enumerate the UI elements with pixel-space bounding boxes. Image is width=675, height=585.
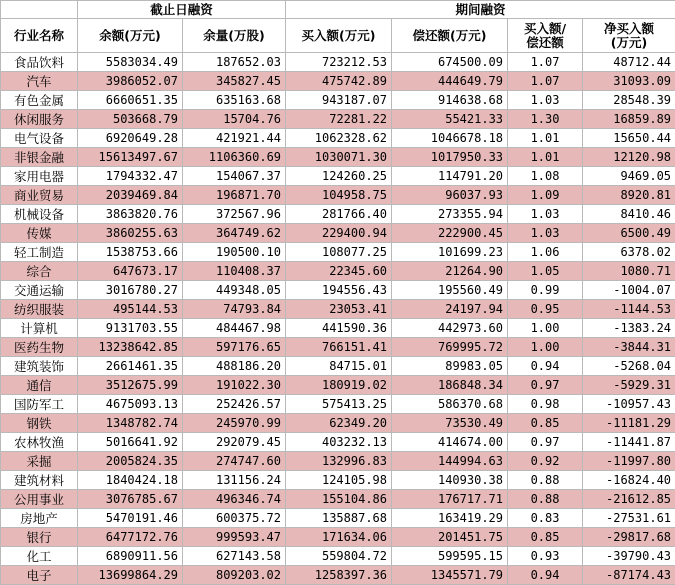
cell-industry-name: 电气设备 [1, 129, 78, 148]
cell-volume: 292079.45 [183, 433, 286, 452]
cell-buy-repay-ratio: 0.97 [508, 376, 583, 395]
cell-net-buy: -39790.43 [583, 547, 675, 566]
cell-industry-name: 通信 [1, 376, 78, 395]
cell-net-buy: -11181.29 [583, 414, 675, 433]
cell-buy-amount: 281766.40 [286, 205, 392, 224]
cell-repay-amount: 89983.05 [392, 357, 508, 376]
table-row [1, 433, 675, 452]
table-row [1, 566, 675, 585]
cell-buy-amount: 723212.53 [286, 53, 392, 72]
cell-balance: 6920649.28 [78, 129, 183, 148]
cell-industry-name: 有色金属 [1, 91, 78, 110]
cell-buy-amount: 194556.43 [286, 281, 392, 300]
cell-buy-amount: 108077.25 [286, 243, 392, 262]
cell-balance: 495144.53 [78, 300, 183, 319]
cell-repay-amount: 769995.72 [392, 338, 508, 357]
cell-buy-amount: 1030071.30 [286, 148, 392, 167]
cell-balance: 5470191.46 [78, 509, 183, 528]
cell-industry-name: 交通运输 [1, 281, 78, 300]
cell-volume: 345827.45 [183, 72, 286, 91]
table-row [1, 110, 675, 129]
cell-industry-name: 建筑装饰 [1, 357, 78, 376]
table-row [1, 167, 675, 186]
cell-repay-amount: 1046678.18 [392, 129, 508, 148]
table-row [1, 414, 675, 433]
cell-net-buy: -5268.04 [583, 357, 675, 376]
header-buy-amount: 买入额(万元) [286, 19, 392, 53]
cell-volume: 496346.74 [183, 490, 286, 509]
cell-buy-repay-ratio: 1.01 [508, 129, 583, 148]
cell-repay-amount: 1345571.79 [392, 566, 508, 585]
cell-industry-name: 银行 [1, 528, 78, 547]
cell-balance: 3860255.63 [78, 224, 183, 243]
cell-buy-repay-ratio: 1.03 [508, 205, 583, 224]
cell-balance: 1794332.47 [78, 167, 183, 186]
cell-buy-amount: 229400.94 [286, 224, 392, 243]
cell-buy-repay-ratio: 1.07 [508, 72, 583, 91]
cell-industry-name: 采掘 [1, 452, 78, 471]
cell-volume: 154067.37 [183, 167, 286, 186]
cell-industry-name: 公用事业 [1, 490, 78, 509]
cell-industry-name: 汽车 [1, 72, 78, 91]
cell-volume: 191022.30 [183, 376, 286, 395]
cell-repay-amount: 176717.71 [392, 490, 508, 509]
cell-net-buy: -16824.40 [583, 471, 675, 490]
cell-net-buy: -3844.31 [583, 338, 675, 357]
cell-buy-amount: 155104.86 [286, 490, 392, 509]
cell-net-buy: -27531.61 [583, 509, 675, 528]
cell-balance: 5583034.49 [78, 53, 183, 72]
cell-repay-amount: 73530.49 [392, 414, 508, 433]
header-column-row [1, 19, 675, 53]
cell-repay-amount: 114791.20 [392, 167, 508, 186]
cell-buy-repay-ratio: 0.88 [508, 490, 583, 509]
cell-industry-name: 电子 [1, 566, 78, 585]
cell-net-buy: 31093.09 [583, 72, 675, 91]
cell-buy-repay-ratio: 0.94 [508, 566, 583, 585]
cell-net-buy: 15650.44 [583, 129, 675, 148]
cell-balance: 3986052.07 [78, 72, 183, 91]
cell-net-buy: -11997.80 [583, 452, 675, 471]
cell-buy-amount: 1062328.62 [286, 129, 392, 148]
cell-buy-repay-ratio: 1.30 [508, 110, 583, 129]
cell-industry-name: 轻工制造 [1, 243, 78, 262]
cell-volume: 597176.65 [183, 338, 286, 357]
cell-buy-amount: 766151.41 [286, 338, 392, 357]
table-row [1, 262, 675, 281]
table-row [1, 547, 675, 566]
cell-net-buy: 6500.49 [583, 224, 675, 243]
cell-balance: 1348782.74 [78, 414, 183, 433]
table-body [1, 53, 675, 585]
cell-buy-repay-ratio: 0.93 [508, 547, 583, 566]
cell-buy-amount: 1258397.36 [286, 566, 392, 585]
cell-volume: 627143.58 [183, 547, 286, 566]
cell-net-buy: 9469.05 [583, 167, 675, 186]
header-group-row [1, 1, 675, 19]
cell-buy-amount: 135887.68 [286, 509, 392, 528]
cell-volume: 252426.57 [183, 395, 286, 414]
cell-balance: 15613497.67 [78, 148, 183, 167]
cell-volume: 1106360.69 [183, 148, 286, 167]
cell-net-buy: -1144.53 [583, 300, 675, 319]
cell-volume: 274747.60 [183, 452, 286, 471]
cell-industry-name: 房地产 [1, 509, 78, 528]
cell-net-buy: -1004.07 [583, 281, 675, 300]
table-row [1, 148, 675, 167]
cell-buy-repay-ratio: 1.01 [508, 148, 583, 167]
cell-industry-name: 传媒 [1, 224, 78, 243]
header-industry-name: 行业名称 [1, 19, 78, 53]
cell-balance: 3863820.76 [78, 205, 183, 224]
cell-balance: 6477172.76 [78, 528, 183, 547]
cell-repay-amount: 599595.15 [392, 547, 508, 566]
cell-net-buy: -11441.87 [583, 433, 675, 452]
cell-net-buy: 8410.46 [583, 205, 675, 224]
cell-buy-repay-ratio: 0.88 [508, 471, 583, 490]
cell-repay-amount: 186848.34 [392, 376, 508, 395]
cell-balance: 1538753.66 [78, 243, 183, 262]
cell-volume: 131156.24 [183, 471, 286, 490]
table-row [1, 186, 675, 205]
table-row [1, 471, 675, 490]
cell-buy-amount: 180919.02 [286, 376, 392, 395]
table-row [1, 53, 675, 72]
cell-net-buy: -1383.24 [583, 319, 675, 338]
cell-buy-repay-ratio: 1.09 [508, 186, 583, 205]
cell-balance: 6890911.56 [78, 547, 183, 566]
cell-volume: 449348.05 [183, 281, 286, 300]
cell-balance: 3076785.67 [78, 490, 183, 509]
cell-industry-name: 商业贸易 [1, 186, 78, 205]
cell-buy-amount: 72281.22 [286, 110, 392, 129]
cell-balance: 2039469.84 [78, 186, 183, 205]
table-row [1, 224, 675, 243]
header-group-period: 期间融资 [286, 1, 675, 19]
table-row [1, 452, 675, 471]
table-row [1, 490, 675, 509]
header-balance: 余额(万元) [78, 19, 183, 53]
cell-buy-amount: 171634.06 [286, 528, 392, 547]
cell-industry-name: 休闲服务 [1, 110, 78, 129]
cell-net-buy: -21612.85 [583, 490, 675, 509]
cell-buy-repay-ratio: 1.00 [508, 319, 583, 338]
cell-buy-repay-ratio: 0.98 [508, 395, 583, 414]
cell-buy-amount: 124105.98 [286, 471, 392, 490]
cell-buy-amount: 441590.36 [286, 319, 392, 338]
cell-net-buy: -5929.31 [583, 376, 675, 395]
cell-repay-amount: 273355.94 [392, 205, 508, 224]
cell-buy-repay-ratio: 1.07 [508, 53, 583, 72]
cell-volume: 110408.37 [183, 262, 286, 281]
cell-volume: 600375.72 [183, 509, 286, 528]
cell-balance: 647673.17 [78, 262, 183, 281]
cell-industry-name: 非银金融 [1, 148, 78, 167]
cell-industry-name: 家用电器 [1, 167, 78, 186]
table-row [1, 319, 675, 338]
cell-buy-amount: 84715.01 [286, 357, 392, 376]
cell-industry-name: 计算机 [1, 319, 78, 338]
cell-buy-repay-ratio: 0.85 [508, 528, 583, 547]
cell-net-buy: -29817.68 [583, 528, 675, 547]
cell-repay-amount: 55421.33 [392, 110, 508, 129]
cell-volume: 488186.20 [183, 357, 286, 376]
table-row [1, 357, 675, 376]
cell-buy-amount: 475742.89 [286, 72, 392, 91]
cell-volume: 15704.76 [183, 110, 286, 129]
cell-repay-amount: 163419.29 [392, 509, 508, 528]
cell-buy-repay-ratio: 1.00 [508, 338, 583, 357]
cell-buy-amount: 559804.72 [286, 547, 392, 566]
cell-repay-amount: 414674.00 [392, 433, 508, 452]
cell-net-buy: 1080.71 [583, 262, 675, 281]
cell-repay-amount: 101699.23 [392, 243, 508, 262]
cell-net-buy: -10957.43 [583, 395, 675, 414]
cell-buy-amount: 124260.25 [286, 167, 392, 186]
cell-repay-amount: 222900.45 [392, 224, 508, 243]
cell-volume: 187652.03 [183, 53, 286, 72]
table-row [1, 300, 675, 319]
cell-buy-amount: 575413.25 [286, 395, 392, 414]
cell-volume: 999593.47 [183, 528, 286, 547]
cell-buy-repay-ratio: 1.06 [508, 243, 583, 262]
cell-net-buy: 8920.81 [583, 186, 675, 205]
table-row [1, 395, 675, 414]
cell-balance: 13699864.29 [78, 566, 183, 585]
cell-buy-amount: 104958.75 [286, 186, 392, 205]
cell-buy-amount: 22345.60 [286, 262, 392, 281]
cell-industry-name: 医药生物 [1, 338, 78, 357]
header-group-period-end: 截止日融资 [78, 1, 286, 19]
cell-industry-name: 钢铁 [1, 414, 78, 433]
cell-repay-amount: 586370.68 [392, 395, 508, 414]
table-row [1, 205, 675, 224]
cell-repay-amount: 914638.68 [392, 91, 508, 110]
cell-repay-amount: 195560.49 [392, 281, 508, 300]
cell-balance: 2661461.35 [78, 357, 183, 376]
table-row [1, 338, 675, 357]
cell-industry-name: 综合 [1, 262, 78, 281]
cell-buy-repay-ratio: 0.92 [508, 452, 583, 471]
table-row [1, 243, 675, 262]
cell-repay-amount: 21264.90 [392, 262, 508, 281]
cell-buy-repay-ratio: 1.08 [508, 167, 583, 186]
cell-industry-name: 国防军工 [1, 395, 78, 414]
cell-repay-amount: 140930.38 [392, 471, 508, 490]
cell-buy-amount: 23053.41 [286, 300, 392, 319]
cell-balance: 3016780.27 [78, 281, 183, 300]
header-net-buy: 净买入额 (万元) [583, 19, 675, 53]
cell-repay-amount: 144994.63 [392, 452, 508, 471]
cell-balance: 6660651.35 [78, 91, 183, 110]
cell-volume: 364749.62 [183, 224, 286, 243]
cell-buy-repay-ratio: 1.03 [508, 224, 583, 243]
cell-buy-amount: 132996.83 [286, 452, 392, 471]
cell-repay-amount: 442973.60 [392, 319, 508, 338]
table-row [1, 91, 675, 110]
table-row [1, 509, 675, 528]
cell-volume: 421921.44 [183, 129, 286, 148]
cell-buy-repay-ratio: 0.94 [508, 357, 583, 376]
cell-volume: 635163.68 [183, 91, 286, 110]
cell-buy-repay-ratio: 0.95 [508, 300, 583, 319]
cell-balance: 3512675.99 [78, 376, 183, 395]
cell-balance: 1840424.18 [78, 471, 183, 490]
table-row [1, 376, 675, 395]
cell-repay-amount: 1017950.33 [392, 148, 508, 167]
cell-net-buy: -87174.43 [583, 566, 675, 585]
table-row [1, 281, 675, 300]
cell-industry-name: 纺织服装 [1, 300, 78, 319]
cell-industry-name: 农林牧渔 [1, 433, 78, 452]
cell-buy-repay-ratio: 0.97 [508, 433, 583, 452]
cell-volume: 809203.02 [183, 566, 286, 585]
table-row [1, 129, 675, 148]
cell-volume: 245970.99 [183, 414, 286, 433]
cell-balance: 2005824.35 [78, 452, 183, 471]
cell-volume: 74793.84 [183, 300, 286, 319]
cell-balance: 13238642.85 [78, 338, 183, 357]
cell-net-buy: 6378.02 [583, 243, 675, 262]
table-row [1, 72, 675, 91]
cell-repay-amount: 674500.09 [392, 53, 508, 72]
cell-industry-name: 建筑材料 [1, 471, 78, 490]
cell-volume: 372567.96 [183, 205, 286, 224]
cell-net-buy: 16859.89 [583, 110, 675, 129]
cell-industry-name: 机械设备 [1, 205, 78, 224]
cell-buy-repay-ratio: 0.99 [508, 281, 583, 300]
cell-buy-repay-ratio: 0.85 [508, 414, 583, 433]
cell-balance: 4675093.13 [78, 395, 183, 414]
cell-industry-name: 食品饮料 [1, 53, 78, 72]
cell-buy-repay-ratio: 1.05 [508, 262, 583, 281]
header-repay-amount: 偿还额(万元) [392, 19, 508, 53]
cell-buy-repay-ratio: 0.83 [508, 509, 583, 528]
cell-buy-amount: 403232.13 [286, 433, 392, 452]
cell-buy-amount: 62349.20 [286, 414, 392, 433]
cell-industry-name: 化工 [1, 547, 78, 566]
cell-net-buy: 48712.44 [583, 53, 675, 72]
cell-repay-amount: 201451.75 [392, 528, 508, 547]
header-group-spacer [1, 1, 78, 19]
cell-volume: 190500.10 [183, 243, 286, 262]
cell-balance: 9131703.55 [78, 319, 183, 338]
cell-buy-amount: 943187.07 [286, 91, 392, 110]
cell-repay-amount: 444649.79 [392, 72, 508, 91]
cell-volume: 484467.98 [183, 319, 286, 338]
cell-balance: 5016641.92 [78, 433, 183, 452]
cell-repay-amount: 96037.93 [392, 186, 508, 205]
cell-repay-amount: 24197.94 [392, 300, 508, 319]
header-volume: 余量(万股) [183, 19, 286, 53]
cell-net-buy: 28548.39 [583, 91, 675, 110]
header-buy-repay-ratio: 买入额/ 偿还额 [508, 19, 583, 53]
cell-net-buy: 12120.98 [583, 148, 675, 167]
table-row [1, 528, 675, 547]
cell-volume: 196871.70 [183, 186, 286, 205]
cell-balance: 503668.79 [78, 110, 183, 129]
cell-buy-repay-ratio: 1.03 [508, 91, 583, 110]
